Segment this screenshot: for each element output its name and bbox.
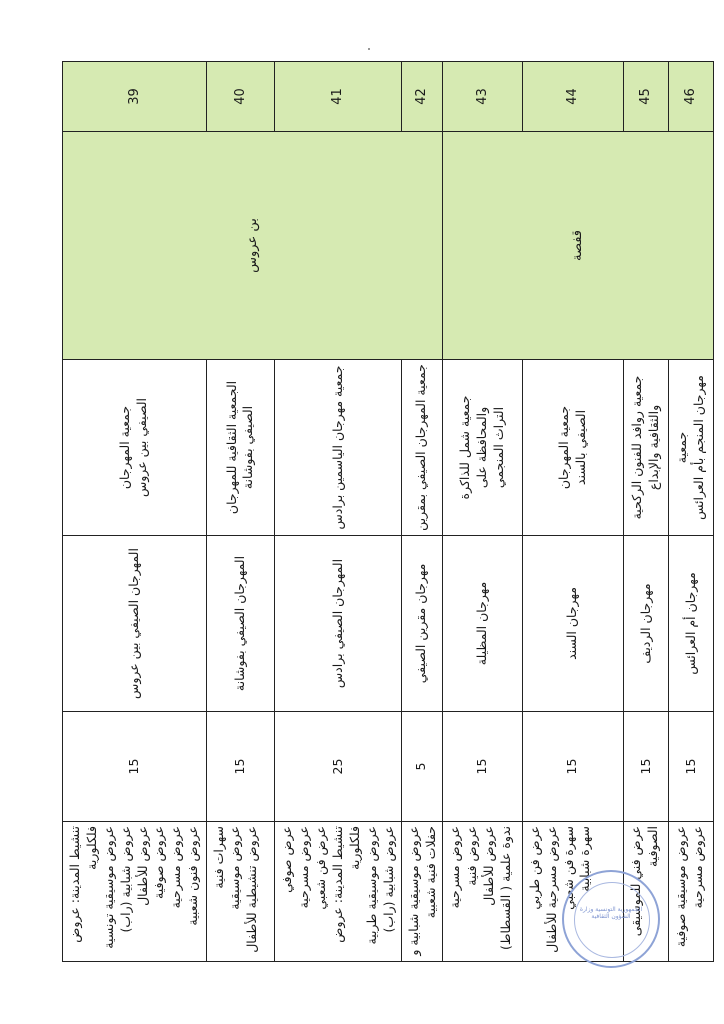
count-cell: 15 xyxy=(623,712,668,822)
festival-cell: المهرجان الصيفي بفوشانة xyxy=(206,536,275,712)
activities-cell: تنشيط المدينة: عروض فلكلورية عروض موسيقية تونسية عروض شبابية (راب) عروض للأطفال عروض صوفية عروض مسرحية عروض فنون شعبية xyxy=(63,822,207,962)
festival-cell: مهرجان مقرين الصيفي xyxy=(401,536,442,712)
row-number: 41 xyxy=(275,62,402,132)
festival-cell: مهرجان الرديف xyxy=(623,536,668,712)
activities-cell: سهرات فنية عروض موسيقية عروض تنشيطية للأطفال xyxy=(206,822,275,962)
activities-cell: عرض فن طربي عروض مسرحية للأطفال سهرة فن شعبي سهرة شبابية xyxy=(522,822,623,962)
count-cell: 15 xyxy=(443,712,523,822)
rotated-table-container xyxy=(62,62,714,962)
scan-speck xyxy=(368,48,370,50)
association-cell: جمعية شمل للذاكرة والمحافظة على التراث المنجمي xyxy=(443,360,523,536)
festival-cell: المهرجان الصيفي برادس xyxy=(275,536,402,712)
activities-cell: عروض موسيقية صوفية عروض مسرحية xyxy=(669,822,714,962)
row-number: 43 xyxy=(443,62,523,132)
festival-cell: مهرجان السند xyxy=(522,536,623,712)
row-number: 44 xyxy=(522,62,623,132)
association-cell: جمعية المهرجان الصيفي بين عروس xyxy=(63,360,207,536)
row-number: 40 xyxy=(206,62,275,132)
stamp-text: الجمهورية التونسية وزارة الشؤون الثقافية xyxy=(579,906,643,921)
count-cell: 15 xyxy=(669,712,714,822)
festivals-table xyxy=(62,61,714,962)
festival-cell: المهرجان الصيفي بين عروس xyxy=(63,536,207,712)
table-row xyxy=(443,62,523,962)
row-number: 39 xyxy=(63,62,207,132)
association-cell: جمعية مهرجان الياسمين برادس xyxy=(275,360,402,536)
festival-cell: مهرجان المظيلة xyxy=(443,536,523,712)
association-cell: جمعية المهرجان الصيفي بالسند xyxy=(522,360,623,536)
governorate-cell: قفصة xyxy=(443,132,714,360)
association-cell: الجمعية الثقافية للمهرجان الصيفي بفوشانة xyxy=(206,360,275,536)
count-cell: 15 xyxy=(522,712,623,822)
row-number: 45 xyxy=(623,62,668,132)
count-cell: 15 xyxy=(63,712,207,822)
row-number: 46 xyxy=(669,62,714,132)
activities-cell: عروض مسرحية عروض فنية عروض للأطفال ندوة علمية ( القسطاط) xyxy=(443,822,523,962)
association-cell: جمعية المهرجان الصيفي بمقرين xyxy=(401,360,442,536)
row-number: 42 xyxy=(401,62,442,132)
festival-cell: مهرجان أم العرائس xyxy=(669,536,714,712)
activities-cell: عروض موسيقية شبابية و حفلات فنية شعبية xyxy=(401,822,442,962)
count-cell: 5 xyxy=(401,712,442,822)
activities-cell: عرض فني للموسيقى الصوفية xyxy=(623,822,668,962)
activities-cell: عرض صوفي عروض مسرحية عرض فن شعبي تنشيط المدينة: عروض فلكلورية عروض موسيقية طربية عروض شبابية (راب) xyxy=(275,822,402,962)
count-cell: 25 xyxy=(275,712,402,822)
association-cell: جمعية روافد للفنون الركحية والثقافية والإبداع xyxy=(623,360,668,536)
count-cell: 15 xyxy=(206,712,275,822)
table-row xyxy=(63,62,207,962)
governorate-cell: بن عروس xyxy=(63,132,443,360)
official-stamp xyxy=(562,870,660,968)
association-cell: جمعية مهرجان المنجم بأم العرائس xyxy=(669,360,714,536)
